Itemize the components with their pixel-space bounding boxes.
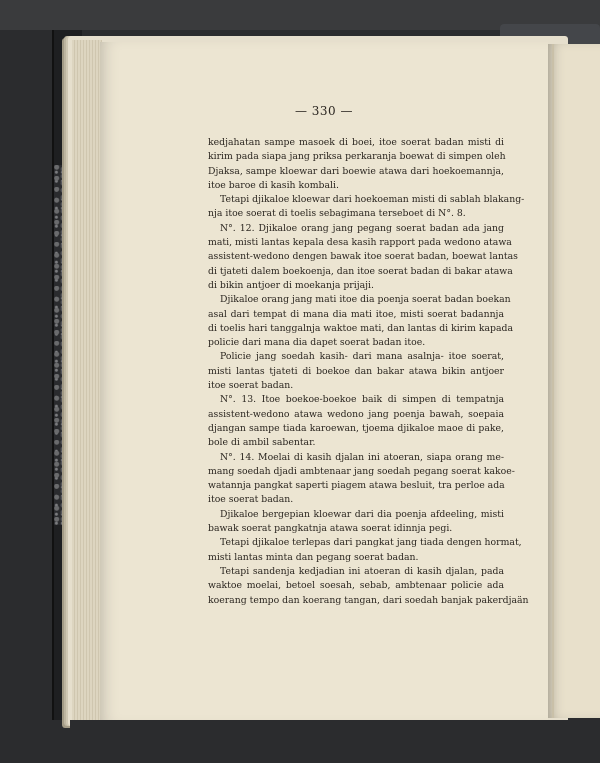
text-line: waktoe moelai, betoel soesah, sebab, ambtenaar policie ada bbox=[208, 580, 504, 592]
text-line: N°. 13. Itoe boekoe-boekoe baik di simpen di tempatnja bbox=[220, 394, 504, 406]
text-line: nja itoe soerat di toelis sebagimana terseboet di N°. 8. bbox=[208, 208, 466, 220]
text-line: bole di ambil sabentar. bbox=[208, 437, 316, 449]
text-line: kirim pada siapa jang priksa perkaranja boewat di simpen oleh bbox=[208, 151, 506, 163]
text-line: misti lantas minta dan pegang soerat badan. bbox=[208, 551, 419, 563]
text-line: assistent-wedono atawa wedono jang poenja bawah, soepaia bbox=[208, 408, 504, 420]
text-line: asal dari tempat di mana dia mati itoe, misti soerat badannja bbox=[208, 308, 504, 320]
text-line: Djaksa, sampe kloewar dari boewie atawa dari hoekoemannja, bbox=[208, 165, 504, 177]
text-line: Tetapi sandenja kedjadian ini atoeran di kasih djalan, pada bbox=[220, 565, 504, 577]
text-line: itoe soerat badan. bbox=[208, 494, 294, 506]
page-gutter-line bbox=[552, 44, 554, 718]
text-line: policie dari mana dia dapet soerat badan itoe. bbox=[208, 337, 426, 349]
text-line: di bikin antjoer di moekanja prijaji. bbox=[208, 279, 374, 291]
text-line: Djikaloe bergepian kloewar dari dia poenja afdeeling, misti bbox=[220, 508, 504, 520]
text-line: N°. 12. Djikaloe orang jang pegang soerat badan ada jang bbox=[220, 222, 504, 234]
page-number: — 330 — bbox=[294, 104, 354, 118]
text-line: misti lantas tjateti di boekoe dan bakar atawa bikin antjoer bbox=[208, 365, 504, 377]
text-line: Tetapi djikaloe terlepas dari pangkat jang tiada dengen hormat, bbox=[220, 537, 522, 549]
text-line: Djikaloe orang jang mati itoe dia poenja soerat badan boekan bbox=[220, 294, 511, 306]
text-line: mang soedah djadi ambtenaar jang soedah pegang soerat kakoe- bbox=[208, 465, 515, 477]
text-line: di tjateti dalem boekoenja, dan itoe soerat badan di bakar atawa bbox=[208, 265, 513, 277]
text-line: di toelis hari tanggalnja waktoe mati, dan lantas di kirim kapada bbox=[208, 322, 514, 334]
text-line: itoe soerat badan. bbox=[208, 380, 294, 392]
page-edges bbox=[72, 40, 102, 720]
bottom-background bbox=[70, 720, 600, 763]
text-line: mati, misti lantas kepala desa kasih rapport pada wedono atawa bbox=[208, 237, 512, 249]
text-line: bawak soerat pangkatnja atawa soerat idinnja pegi. bbox=[208, 523, 453, 535]
text-line: kedjahatan sampe masoek di boei, itoe soerat badan misti di bbox=[208, 137, 504, 148]
text-line: assistent-wedono dengen bawak itoe soerat badan, boewat lantas bbox=[208, 251, 518, 263]
text-line: koerang tempo dan koerang tangan, dari soedah banjak pakerdjaän bbox=[208, 594, 529, 606]
right-page-edge bbox=[548, 44, 600, 718]
text-line: djangan sampe tiada karoewan, tjoema djikaloe maoe di pake, bbox=[208, 422, 504, 434]
body-text bbox=[208, 136, 529, 608]
text-line: Tetapi djikaloe kloewar dari hoekoeman misti di sablah blakang- bbox=[220, 194, 525, 206]
text-line: Policie jang soedah kasih- dari mana asalnja- itoe soerat, bbox=[220, 351, 504, 363]
text-line: itoe baroe di kasih kombali. bbox=[208, 179, 339, 191]
text-line: N°. 14. Moelai di kasih djalan ini atoeran, siapa orang me- bbox=[220, 451, 504, 463]
text-line: watannja pangkat saperti piagem atawa besluit, tra perloe ada bbox=[208, 480, 505, 492]
